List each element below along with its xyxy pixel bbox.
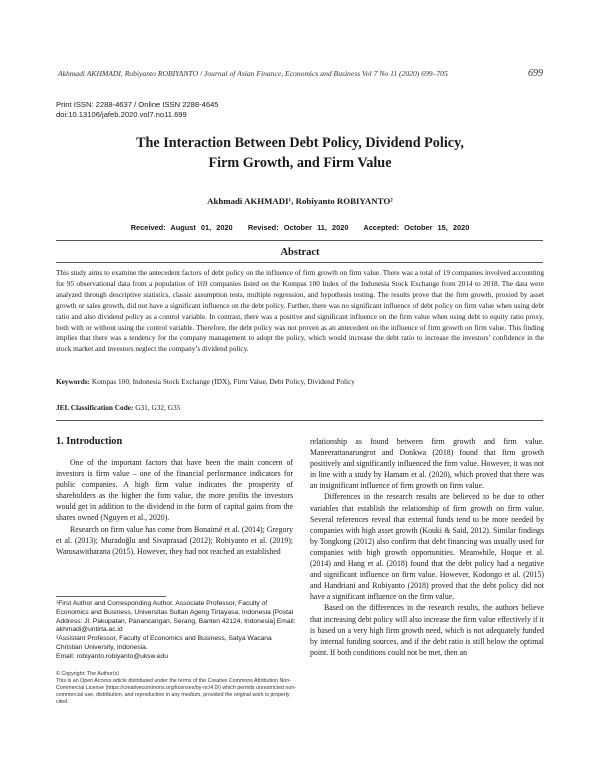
- paragraph: Differences in the research results are believed to be due to other variables that establish the relationship of firm growth on firm value. Several references reveal that external funds tend to be more needed by companies with high asset growth (Kouki & Said, 2012). Similar findings by Tongkong (2012) also confirm that debt financing was usually used for companies with high growth opportunities. Meanwhile, Hoque et al. (2014) and Hang et al. (2018) found that the debt policy had a negative and significant influence on firm value. However, Kodongo et al. (2015) and Handriani and Robiyanto (2018) proved that the debt policy did not have a significant influence on the firm value.: [310, 492, 544, 602]
- abstract-text: This study aims to examine the antecedent factors of debt policy on the influence of firm growth on firm value. There was a total of 19 companies involved accounting for 95 observational data from a population of 169 companies listed on the Kompas 100 Index of the Indonesia Stock Exchange from 2014 to 2018. The data were analyzed through descriptive statistics, classic assumption tests, multiple regression, and hypothesis testing. The results prove that the firm growth, proxied by asset growth or sales growth, did not have a significant influence on the debt policy. Further, there was no significant influence of debt policy on firm value when using debt ratio and also dividend policy as a control variable. In contrast, there was a positive and significant influence on the firm value when using debt to equity ratio proxy, both with or without using the control variable. Therefore, the debt policy was not proven as an antecedent on the influence of firm growth on firm value. This finding implies that there was a tendency for the company management to adopt the policy, which would increase the debt ratio to increase the investors’ confidence in the stock market and investors neglect the company’s dividend policy.: [56, 269, 544, 354]
- jel-codes: [56, 403, 544, 412]
- publication-dates: [60, 223, 540, 232]
- received-date: Received: August 01, 2020: [130, 223, 233, 232]
- paragraph: Based on the differences in the research results, the authors believe that increasing debt policy will also increase the firm value effectively if it is based on a very high firm growth need, which is not adequately funded by internal funding sources, and if the debt ratio is still below the optimal point. If both conditions could not be met, then an: [310, 603, 544, 657]
- copyright-notice: [56, 671, 296, 706]
- running-header: Akhmadi AKHMADI, Robiyanto ROBIYANTO / Journal of Asian Finance, Economics and Business Vol 7 No 11 (2020) 699–705: [58, 69, 448, 78]
- paragraph: One of the important factors that have been the main concern of investors is firm value – one of the financial performance indicators for public companies. A high firm value indicates the prosperity of shareholders as the higher the firm value, the more profits the investors would get in addition to the dividend in the form of capital gains from the shares owned (Nguyen et al., 2020).: [56, 458, 293, 523]
- jel-text: G31, G32, G35: [135, 403, 181, 412]
- footnote-rule: [56, 596, 166, 597]
- doi-line: doi:10.13106/jafeb.2020.vol7.no11.699: [56, 110, 187, 119]
- author-list: Akhmadi AKHMADI¹, Robiyanto ROBIYANTO²: [207, 196, 393, 206]
- issn-line: Print ISSN: 2288-4637 / Online ISSN 2288-4645: [56, 100, 219, 109]
- footnotes: [56, 600, 296, 662]
- left-column: [56, 457, 293, 557]
- keywords: [56, 377, 544, 386]
- page-number: 699: [528, 68, 543, 79]
- revised-date: Revised: October 11, 2020: [247, 223, 349, 232]
- title-line-2: Firm Growth, and Firm Value: [208, 155, 392, 171]
- divider-top: [56, 240, 543, 241]
- license-text: This is an Open Access article distributed under the terms of the Creative Commons Attribution Non-Commercial License (https://creativecommons.org/licenses/by-nc/4.0/) which permits unrestricted non-commercial use, distribution, and reproduction in any medium, provided the original work is properly cited.: [56, 678, 296, 705]
- paragraph: relationship as found between firm growth and firm value. Maneerattanarungrot and Donkwa (2018) found that firm growth positively and significantly influenced the firm value. However, it was not in line with a study by Hamam et al. (2020), which proved that there was an insignificant influence of firm growth on firm value.: [310, 437, 544, 491]
- right-column: [310, 436, 544, 658]
- abstract-heading: Abstract: [280, 247, 320, 258]
- divider-abstract: [56, 262, 543, 263]
- section-heading-introduction: 1. Introduction: [56, 436, 123, 447]
- keywords-label: Keywords:: [56, 377, 91, 386]
- jel-label: JEL Classification Code:: [56, 403, 134, 412]
- paragraph: Research on firm value has come from Bonaimé et al. (2014); Gregory et al. (2013); Muradoğlu and Sivaprasad (2012); Robiyanto et al. (2019); Warusawitharana (2015). However, they had not reached an established: [56, 524, 293, 556]
- copyright-line: © Copyright: The Author(s): [56, 671, 119, 677]
- divider-body: [56, 420, 543, 421]
- footnote: ²Assistant Professor, Faculty of Economics and Business, Satya Wacana Christian University, Indonesia.: [56, 635, 272, 651]
- title-line-1: The Interaction Between Debt Policy, Dividend Policy,: [136, 135, 464, 151]
- issn-block: [56, 100, 219, 120]
- footnote: ¹First Author and Corresponding Author. Associate Professor, Faculty of Economics and Business, Universitas Sultan Ageng Tirtayasa, Indonesia [Postal Address: Jl. Pakupatan, Panancangan, Serang, Banten 42124, Indonesia] Email: akhmadi@untirta.ac.id: [56, 600, 296, 634]
- accepted-date: Accepted: October 15, 2020: [363, 223, 470, 232]
- paper-title: [60, 133, 540, 173]
- keywords-text: Kompas 100, Indonesia Stock Exchange (IDX), Firm Value, Debt Policy, Dividend Policy: [91, 377, 355, 386]
- footnote: Email: robiyanto.robiyanto@uksw.edu: [56, 652, 168, 660]
